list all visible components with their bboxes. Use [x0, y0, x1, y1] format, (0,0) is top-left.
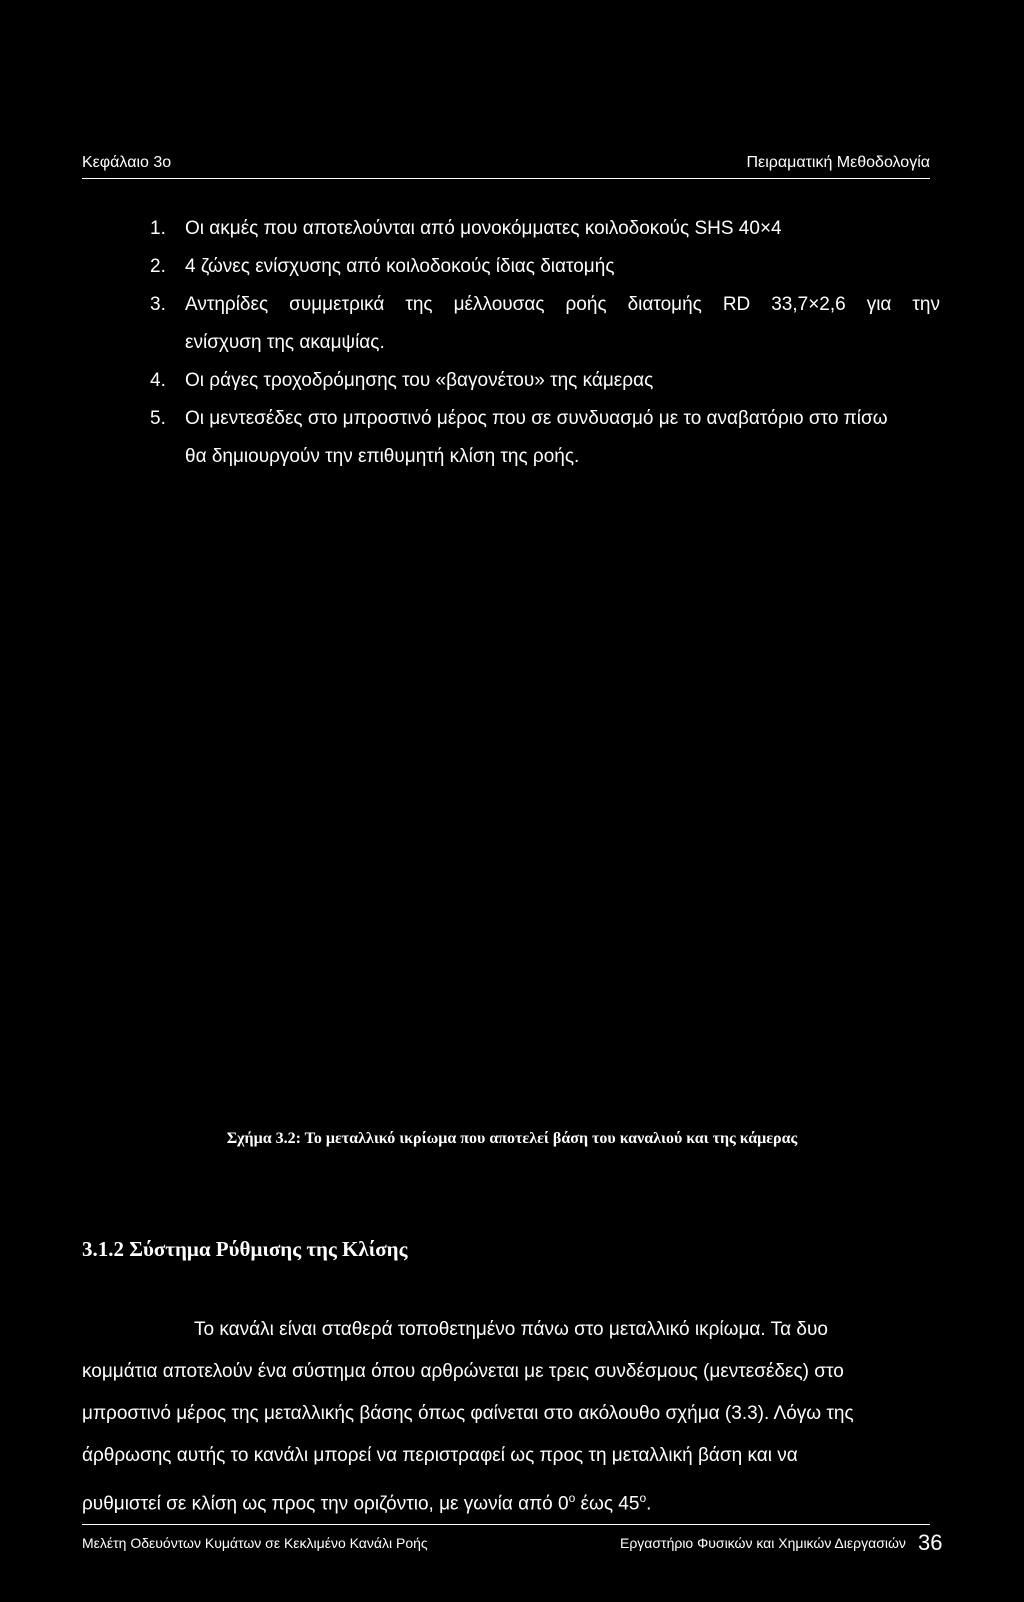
list-item-number: 5.: [150, 408, 166, 429]
word: συμμετρικά: [289, 294, 385, 315]
word: ροής: [565, 294, 607, 315]
paragraph-line: κομμάτια αποτελούν ένα σύστημα όπου αρθρώνεται με τρεις συνδέσμους (μεντεσέδες) στο: [82, 1361, 844, 1382]
footer-lab-name: Εργαστήριο Φυσικών και Χημικών Διεργασιών: [620, 1535, 906, 1551]
list-item-number: 3.: [150, 294, 166, 315]
list-item-number: 1.: [150, 218, 166, 239]
word: μέλλουσας: [453, 294, 545, 315]
list-item-number: 4.: [150, 370, 166, 391]
paragraph-text: έως 45: [575, 1493, 640, 1515]
word: 33,7×2,6: [771, 294, 846, 315]
section-heading: 3.1.2 Σύστημα Ρύθμισης της Κλίσης: [82, 1237, 408, 1261]
paragraph-line: Το κανάλι είναι σταθερά τοποθετημένο πάνω στο μεταλλικό ικρίωμα. Τα δυο: [194, 1319, 828, 1340]
figure-caption: Σχήμα 3.2: Το μεταλλικό ικρίωμα που αποτελεί βάση του καναλιού και της κάμερας: [226, 1130, 798, 1147]
paragraph-line: άρθρωσης αυτής το κανάλι μπορεί να περιστραφεί ως προς τη μεταλλική βάση και να: [82, 1445, 798, 1466]
degree-mark: o: [639, 1491, 647, 1505]
page-number: 36: [918, 1530, 943, 1555]
word: της: [405, 294, 433, 315]
paragraph-line: [82, 1477, 944, 1525]
paragraph-text: ρυθμιστεί σε κλίση ως προς την οριζόντιο, με γωνία από 0: [82, 1493, 569, 1515]
word: διατομής: [627, 294, 702, 315]
list-item-text: [185, 294, 940, 316]
paragraph-line: μπροστινό μέρος της μεταλλικής βάσης όπως φαίνεται στο ακόλουθο σχήμα (3.3). Λόγω της: [82, 1403, 854, 1424]
list-item-number: 2.: [150, 256, 166, 277]
word: RD: [722, 294, 751, 315]
list-item-continuation: θα δημιουργούν την επιθυμητή κλίση της ροής.: [185, 446, 580, 467]
list-item-text: Οι ράγες τροχοδρόμησης του «βαγονέτου» της κάμερας: [185, 370, 654, 391]
word: για: [866, 294, 892, 315]
footer-divider: [82, 1524, 930, 1525]
header-divider: [82, 178, 930, 179]
paragraph-text: .: [646, 1493, 652, 1515]
running-header-chapter: Κεφάλαιο 3ο: [82, 154, 172, 171]
figure-image: [82, 490, 930, 1120]
list-item-continuation: ενίσχυση της ακαμψίας.: [185, 332, 385, 353]
list-item-text: Οι ακμές που αποτελούνται από μονοκόμματες κοιλοδοκούς SHS 40×4: [185, 218, 782, 239]
degree-mark: o: [568, 1491, 576, 1505]
running-header-title: Πειραματική Μεθοδολογία: [746, 154, 930, 171]
word: Αντηρίδες: [185, 294, 269, 315]
word: την: [912, 294, 940, 315]
footer-thesis-title: Μελέτη Οδευόντων Κυμάτων σε Κεκλιμένο Κανάλι Ροής: [82, 1535, 428, 1551]
list-item-text: Οι μεντεσέδες στο μπροστινό μέρος που σε συνδυασμό με το αναβατόριο στο πίσω: [185, 408, 888, 429]
list-item-text: 4 ζώνες ενίσχυσης από κοιλοδοκούς ίδιας διατομής: [185, 256, 615, 277]
